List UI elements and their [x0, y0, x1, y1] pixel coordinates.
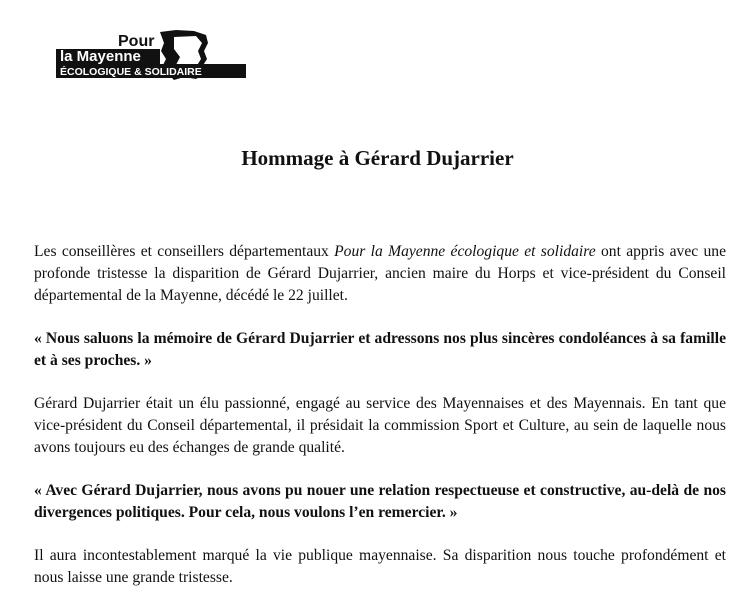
- paragraph-biography: Gérard Dujarrier était un élu passionné, engagé au service des Mayennaises et des Mayennais. En tant que vice-président du Conseil départemental, il présidait la commission Sport et Culture, au sein de laquelle nous avons toujours eu des échanges de grande qualité.: [34, 395, 726, 456]
- intro-text-end: ont appris avec une profonde tristesse la disparition de Gérard Dujarrier, ancien maire du Horps et vice-président du Conseil départemental de la Mayenne, décédé le 22 juillet.: [34, 243, 726, 304]
- logo-line-pour: Pour: [118, 33, 155, 50]
- quote-condolences: « Nous saluons la mémoire de Gérard Dujarrier et adressons nos plus sincères condoléances à sa famille et à ses proches. »: [34, 330, 726, 369]
- paragraph-intro: [34, 241, 726, 307]
- page-title: Hommage à Gérard Dujarrier: [241, 146, 514, 170]
- paragraph-closing: Il aura incontestablement marqué la vie publique mayennaise. Sa disparition nous touche profondément et nous laisse une grande tristesse.: [34, 547, 726, 586]
- logo: [56, 27, 248, 83]
- group-name: Pour la Mayenne écologique et solidaire: [334, 243, 596, 260]
- logo-line-la-mayenne: la Mayenne: [60, 48, 141, 65]
- intro-text-start: Les conseillères et conseillers départementaux: [34, 243, 335, 260]
- logo-line-ecologique-solidaire: ÉCOLOGIQUE & SOLIDAIRE: [60, 66, 202, 78]
- logo-graphic: [56, 27, 248, 83]
- quote-thanks: « Avec Gérard Dujarrier, nous avons pu nouer une relation respectueuse et constructive, au-delà de nos divergences politiques. Pour cela, nous voulons l’en remercier. »: [34, 482, 726, 521]
- document-body: [34, 241, 726, 589]
